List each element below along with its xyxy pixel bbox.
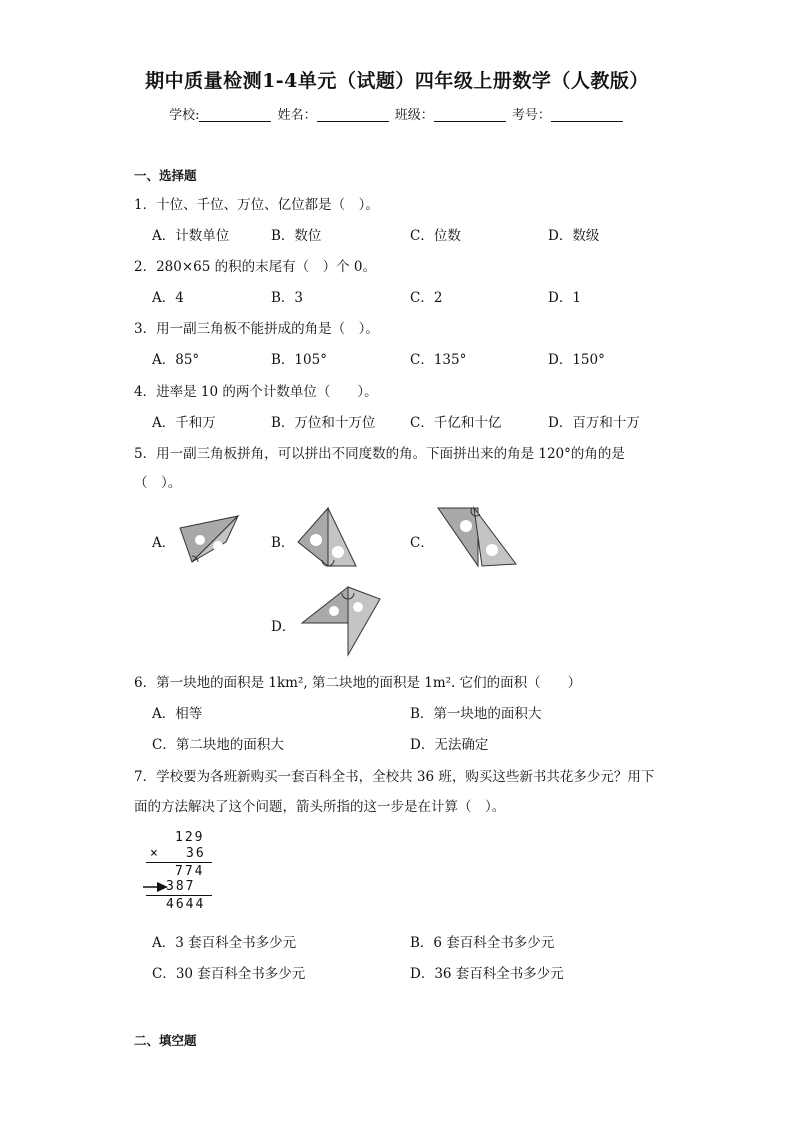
q2-option-b: B．3 <box>271 290 304 306</box>
q7-option-a: A．3 套百科全书多少元 <box>152 935 297 951</box>
calc-times-sign: × <box>150 846 160 861</box>
q6-option-a: A．相等 <box>152 706 203 722</box>
calc-rule-1 <box>146 862 212 863</box>
student-info-line <box>0 104 794 123</box>
q6-option-d: D．无法确定 <box>410 737 489 753</box>
class-label: 班级： <box>394 108 434 123</box>
q1-option-d: D．数级 <box>548 228 600 244</box>
triangle-set-figure-b <box>296 506 358 568</box>
calc-multiplicand: 129 <box>175 830 205 845</box>
q1-option-b: B．数位 <box>271 228 322 244</box>
calc-multiplier: 36 <box>186 846 206 861</box>
calc-partial-2: 387 <box>166 879 196 894</box>
question-2: 2．280×65 的积的末尾有（ ）个 0。 <box>134 259 377 275</box>
q1-option-c: C．位数 <box>410 228 461 244</box>
calc-partial-1: 774 <box>175 864 205 879</box>
q5-figure-label-d: D． <box>271 619 296 635</box>
number-label: 考号： <box>511 108 551 123</box>
q2-option-a: A．4 <box>152 290 184 306</box>
school-label: 学校: <box>169 108 200 123</box>
question-4: 4．进率是 10 的两个计数单位（ ）。 <box>134 384 378 400</box>
name-label: 姓名： <box>277 108 317 123</box>
section-heading-fill: 二、填空题 <box>134 1033 197 1048</box>
school-blank <box>199 107 271 122</box>
question-7-line1: 7．学校要为各班新购买一套百科全书，全校共 36 班，购买这些新书共花多少元？用下 <box>134 769 655 785</box>
calc-rule-2 <box>146 895 212 896</box>
q4-option-d: D．百万和十万 <box>548 415 640 431</box>
triangle-set-figure-c <box>436 506 518 568</box>
q3-option-d: D．150° <box>548 352 605 368</box>
q7-option-c: C．30 套百科全书多少元 <box>152 966 306 982</box>
triangle-set-figure-d <box>300 585 382 657</box>
q3-option-a: A．85° <box>152 352 200 368</box>
q6-option-b: B．第一块地的面积大 <box>410 706 542 722</box>
question-5-line1: 5．用一副三角板拼角，可以拼出不同度数的角。下面拼出来的角是 120°的角的是 <box>134 446 625 462</box>
triangle-set-figure-a <box>178 512 240 568</box>
q6-option-c: C．第二块地的面积大 <box>152 737 284 753</box>
q3-option-c: C．135° <box>410 352 467 368</box>
q4-option-a: A．千和万 <box>152 415 216 431</box>
page-title: 期中质量检测1-4单元（试题）四年级上册数学（人教版） <box>145 70 649 92</box>
q7-option-b: B．6 套百科全书多少元 <box>410 935 555 951</box>
q5-figure-label-c: C． <box>410 535 434 551</box>
number-blank <box>551 107 623 122</box>
question-6: 6．第一块地的面积是 1km², 第二块地的面积是 1m². 它们的面积（ ） <box>134 675 582 691</box>
calc-result: 4644 <box>166 897 206 912</box>
q5-figure-label-a: A． <box>152 535 176 551</box>
question-7-line2: 面的方法解决了这个问题，箭头所指的这一步是在计算（ ）。 <box>134 799 506 815</box>
q1-option-a: A．计数单位 <box>152 228 230 244</box>
q4-option-b: B．万位和十万位 <box>271 415 376 431</box>
q2-option-d: D．1 <box>548 290 581 306</box>
question-5-line2: （ ）。 <box>134 475 182 491</box>
q2-option-c: C．2 <box>410 290 443 306</box>
question-3: 3．用一副三角板不能拼成的角是（ ）。 <box>134 321 379 337</box>
q7-option-d: D．36 套百科全书多少元 <box>410 966 564 982</box>
q3-option-b: B．105° <box>271 352 327 368</box>
name-blank <box>317 107 389 122</box>
section-heading-choice: 一、选择题 <box>134 168 197 183</box>
q5-figure-label-b: B． <box>271 535 295 551</box>
q4-option-c: C．千亿和十亿 <box>410 415 502 431</box>
question-1: 1．十位、千位、万位、亿位都是（ ）。 <box>134 197 379 213</box>
class-blank <box>434 107 506 122</box>
